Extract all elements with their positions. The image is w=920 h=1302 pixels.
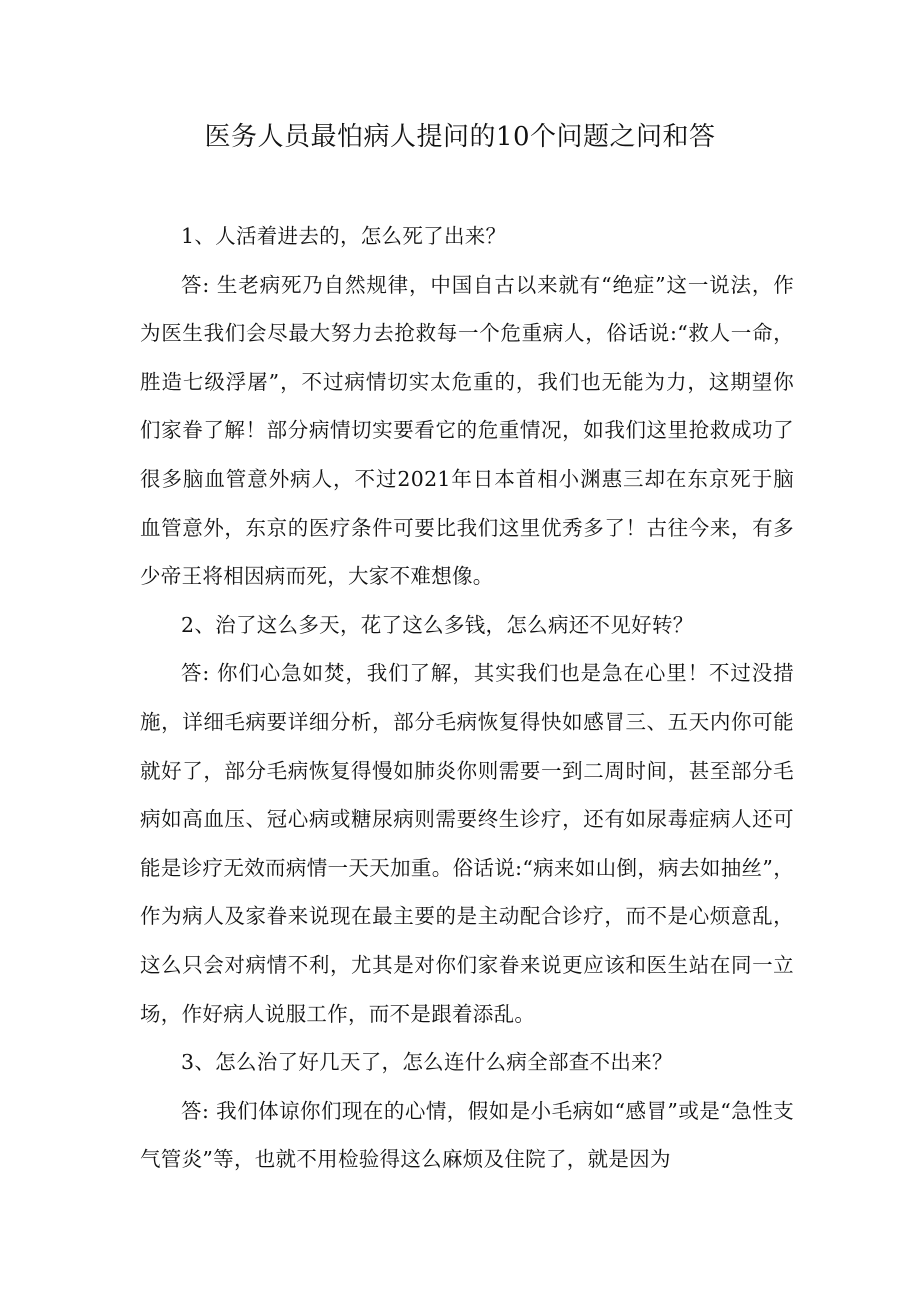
document-title: 医务人员最怕病人提问的10个问题之问和答 xyxy=(204,122,716,152)
question-1: 1、人活着进去的，怎么死了出来？ xyxy=(181,224,507,248)
answer-1: 答: 生老病死乃自然规律，中国自古以来就有“绝症”这一说法，作为医生我们会尽最大努力去抢救每一个危重病人，俗话说:“救人一命，胜造七级浮屠”，不过病情切实太危重的，我们也无能为力，这期望你们家眷了解！部分病情切实要看它的危重情况，如我们这里抢救成功了很多脑血管意外病人，不过2021年日本首相小渊惠三却在东京死于脑血管意外，东京的医疗条件可要比我们这里优秀多了！古往今来，有多少帝王将相因病而死，大家不难想像。 xyxy=(140,272,794,589)
document-body xyxy=(140,212,794,1184)
question-3: 3、怎么治了好几天了，怎么连什么病全部查不出来？ xyxy=(181,1050,673,1075)
question-2: 2、治了这么多天，花了这么多钱，怎么病还不见好转？ xyxy=(181,612,694,637)
answer-3: 答: 我们体谅你们现在的心情，假如是小毛病如“感冒”或是“急性支气管炎”等，也就不用检验得这么麻烦及住院了，就是因为 xyxy=(140,1098,794,1172)
answer-2: 答: 你们心急如焚，我们了解，其实我们也是急在心里！不过没措施，详细毛病要详细分析，部分毛病恢复得快如感冒三、五天内你可能就好了，部分毛病恢复得慢如肺炎你则需要一到二周时间，甚至部分毛病如高血压、冠心病或糖尿病则需要终生诊疗，还有如尿毒症病人还可能是诊疗无效而病情一天天加重。俗话说:“病来如山倒，病去如抽丝”，作为病人及家眷来说现在最主要的是主动配合诊疗，而不是心烦意乱，这么只会对病情不利，尤其是对你们家眷来说更应该和医生站在同一立场，作好病人说服工作，而不是跟着添乱。 xyxy=(140,661,794,1026)
